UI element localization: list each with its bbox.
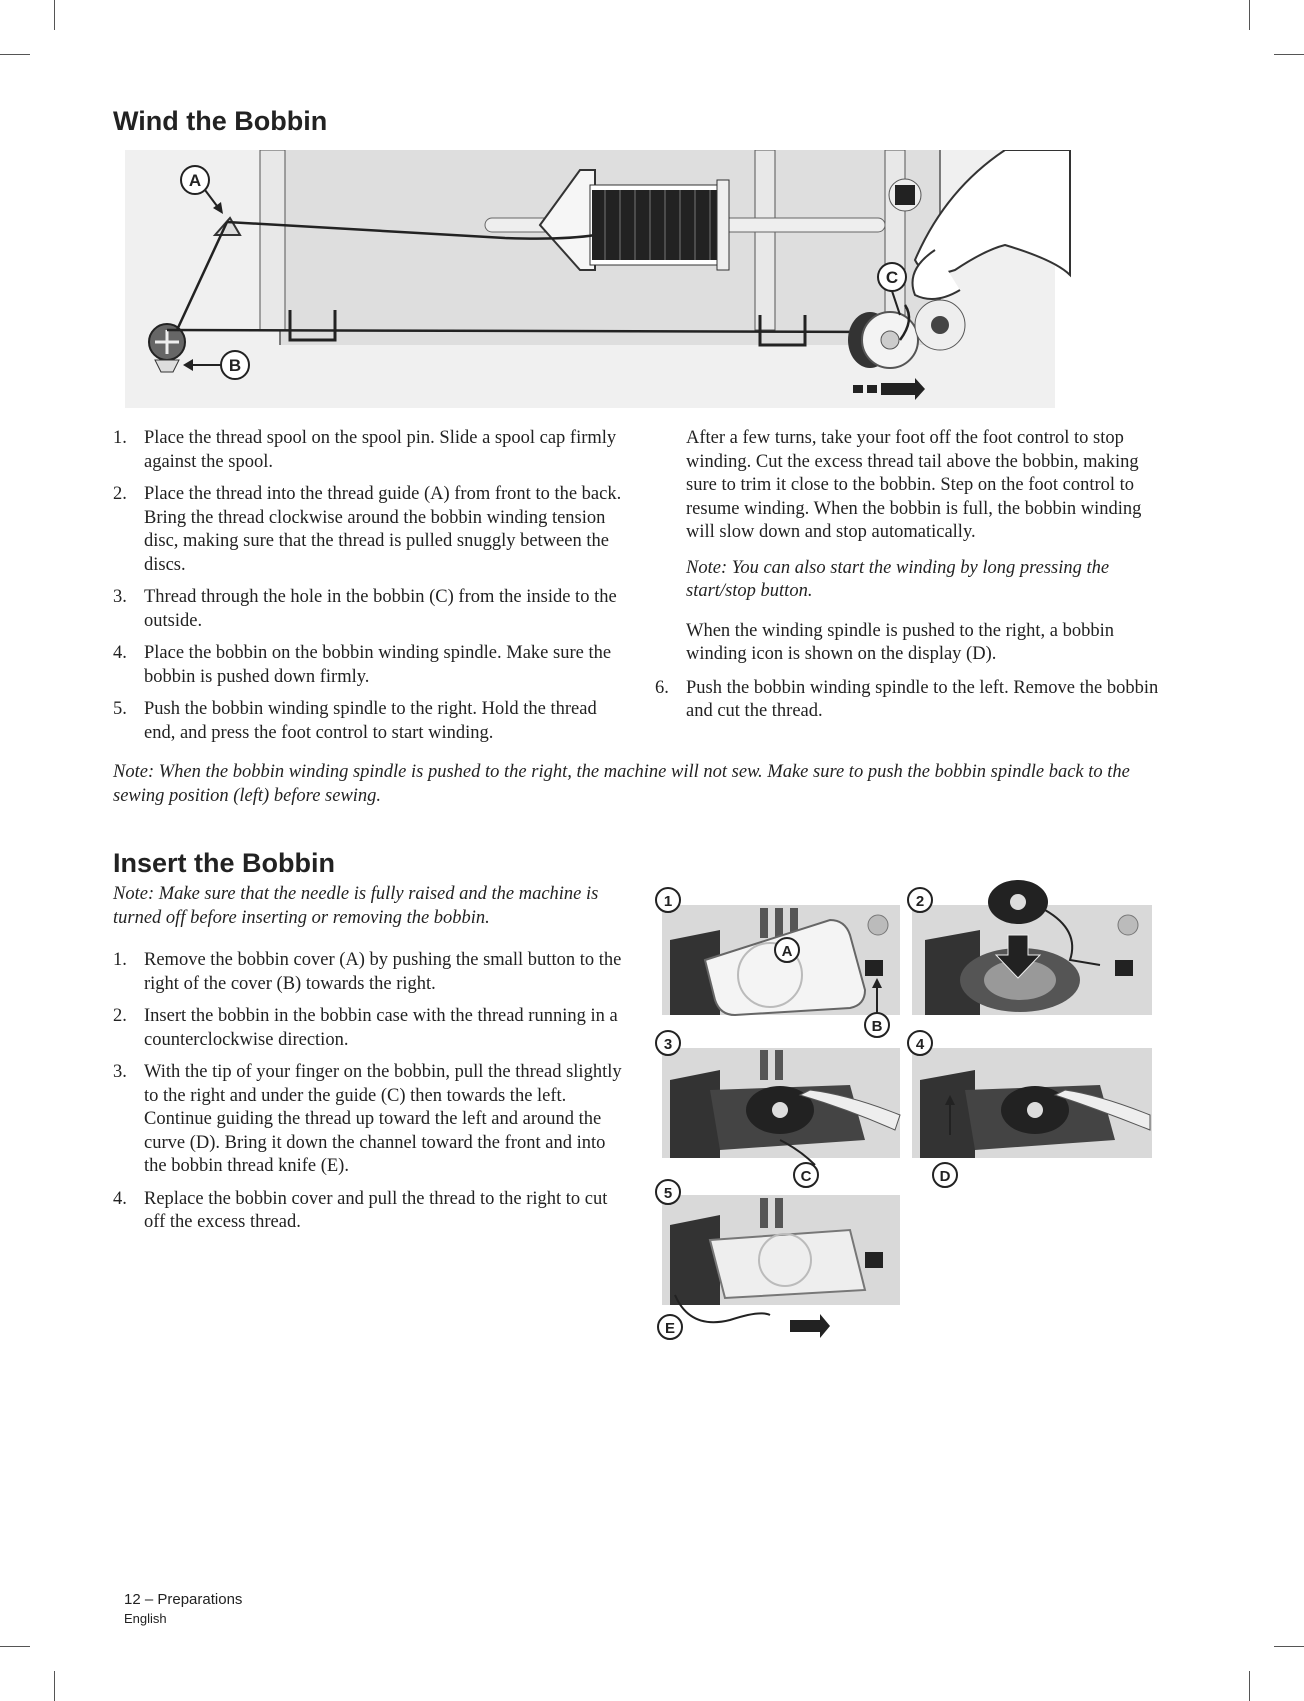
- panel-2: [908, 880, 1152, 1015]
- svg-text:B: B: [228, 356, 242, 375]
- panel-5: [656, 1180, 900, 1339]
- svg-text:E: E: [664, 1320, 676, 1337]
- wind-steps-left: [113, 427, 623, 754]
- panel-3: [656, 1031, 900, 1187]
- panel-1: [656, 888, 900, 1037]
- crop-mark: [1274, 1646, 1304, 1647]
- svg-text:A: A: [781, 943, 793, 960]
- svg-text:D: D: [939, 1168, 951, 1185]
- list-item: 1. Place the thread spool on the spool pin. Slide a spool cap firmly against the spool.: [113, 428, 617, 472]
- wind-bottom-note: Note: When the bobbin winding spindle is pushed to the right, the machine will not sew. Make sure to push the bobbin spindle back to the sewing position (left) before sewing.: [113, 762, 1130, 806]
- insert-illustrations: [650, 880, 1170, 1340]
- list-item: 3. With the tip of your finger on the bobbin, pull the thread slightly to the right and under the guide (C) then towards the left. Continue guiding the thread up toward the left and around the curve (D). Bring it down the channel toward the front and into the bobbin thread knife (E).: [113, 1062, 622, 1176]
- crop-mark: [1274, 54, 1304, 55]
- crop-mark: [0, 54, 30, 55]
- crop-mark: [0, 1646, 30, 1647]
- list-item: 6. Push the bobbin winding spindle to the left. Remove the bobbin and cut the thread.: [655, 677, 1159, 721]
- list-item: 2. Place the thread into the thread guide (A) from front to the back. Bring the thread clockwise around the bobbin winding tension disc, making sure that the thread is pulled snuggly between the discs.: [113, 484, 622, 575]
- note-start-stop: Note: You can also start the winding by long pressing the start/stop button.: [686, 557, 1110, 601]
- page-footer-language: English: [124, 1611, 167, 1626]
- continued-paragraph: After a few turns, take your foot off the foot control to stop winding. Cut the excess thread tail above the bobbin, making sure to trim it close to the bobbin. Step on the foot control to resume winding. When the bobbin is full, the bobbin winding will slow down and stop automatically.: [686, 428, 1142, 542]
- crop-mark: [54, 0, 55, 30]
- insert-title: Insert the Bobbin: [113, 848, 335, 878]
- insert-steps: [113, 949, 623, 1244]
- svg-text:1: 1: [663, 893, 673, 910]
- wind-title: Wind the Bobbin: [113, 106, 328, 136]
- list-item: 5. Push the bobbin winding spindle to the right. Hold the thread end, and press the foot control to start winding.: [113, 699, 597, 743]
- insert-note: Note: Make sure that the needle is fully raised and the machine is turned off before inserting or removing the bobbin.: [113, 884, 599, 928]
- svg-text:5: 5: [663, 1185, 673, 1202]
- crop-mark: [1249, 0, 1250, 30]
- crop-mark: [1249, 1671, 1250, 1701]
- list-item: 2. Insert the bobbin in the bobbin case with the thread running in a counterclockwise direction.: [113, 1006, 618, 1050]
- svg-text:B: B: [871, 1018, 883, 1035]
- wind-steps-right: [655, 677, 1165, 724]
- crop-mark: [54, 1671, 55, 1701]
- svg-text:4: 4: [915, 1036, 925, 1053]
- svg-text:A: A: [188, 171, 202, 190]
- panel-4: [908, 1031, 1152, 1187]
- list-item: 3. Thread through the hole in the bobbin (C) from the inside to the outside.: [113, 587, 617, 631]
- svg-text:2: 2: [915, 893, 925, 910]
- svg-text:3: 3: [663, 1036, 673, 1053]
- wind-right-column: [655, 427, 1165, 733]
- list-item: 4. Place the bobbin on the bobbin winding spindle. Make sure the bobbin is pushed down firmly.: [113, 643, 612, 687]
- wind-illustration: [125, 150, 1165, 410]
- list-item: 1. Remove the bobbin cover (A) by pushing the small button to the right of the cover (B) towards the right.: [113, 950, 622, 994]
- svg-text:C: C: [800, 1168, 812, 1185]
- list-item: 4. Replace the bobbin cover and pull the thread to the right to cut off the excess thread.: [113, 1188, 608, 1232]
- page-footer-label: 12 – Preparations: [124, 1591, 243, 1608]
- display-paragraph: When the winding spindle is pushed to the right, a bobbin winding icon is shown on the display (D).: [686, 620, 1115, 664]
- svg-text:C: C: [885, 268, 899, 287]
